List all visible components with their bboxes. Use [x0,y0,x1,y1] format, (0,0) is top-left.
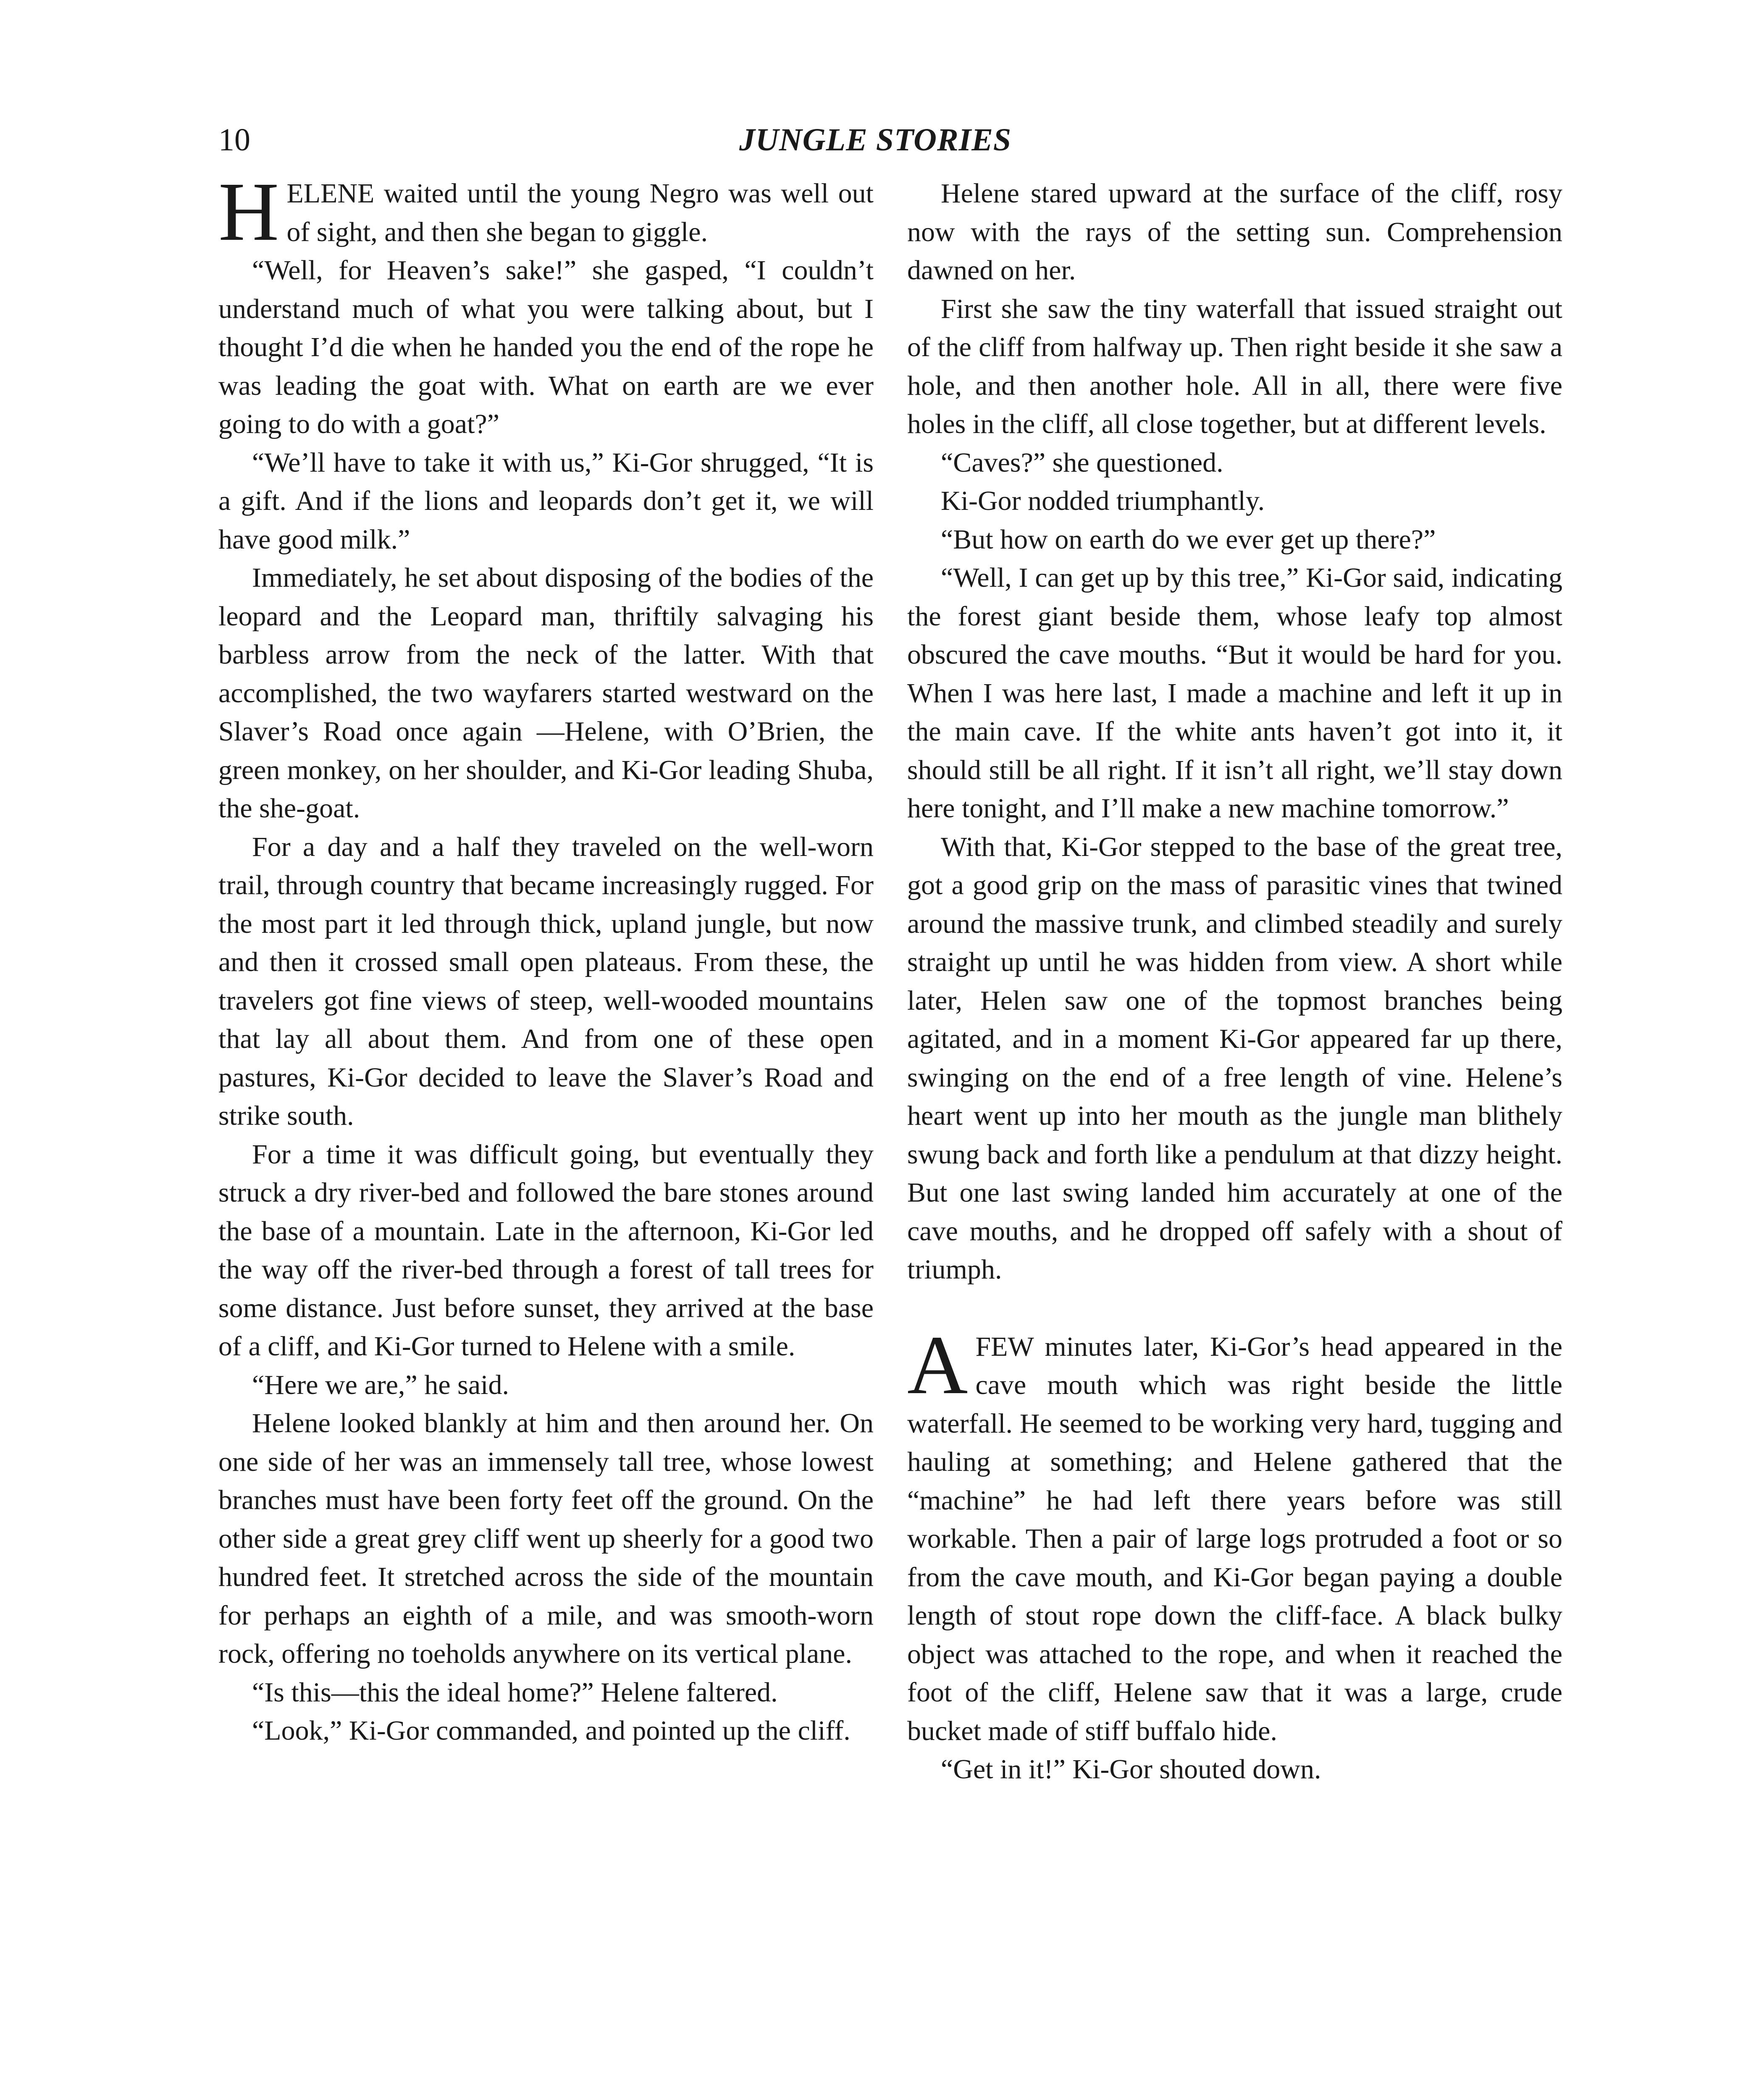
paragraph: “Look,” Ki-Gor commanded, and pointed up the cliff. [252,1715,850,1746]
paragraph: “But how on earth do we ever get up there?” [941,524,1436,555]
drop-cap: A [907,1318,968,1412]
paragraph: “Well, for Heaven’s sake!” she gasped, “I couldn’t understand much of what you were talking about, but I thought I’d die when he handed you the end of the rope he was leading the goat with. What on earth are we ever going to do with a goat?” [218,255,874,439]
opening-text: ELENE waited until the young Negro was well out of sight, and then she began to giggle. [286,178,874,247]
left-column [218,165,874,1750]
paragraph: Immediately, he set about disposing of the bodies of the leopard and the Leopard man, thriftily salvaging his barbless arrow from the neck of the latter. With that accomplished, the two wayfarers started westward on the Slaver’s Road once again —Helene, with O’Brien, the green monkey, on her shoulder, and Ki-Gor leading Shuba, the she-goat. [218,562,874,824]
paragraph: “Caves?” she questioned. [941,447,1223,478]
paragraph: “Well, I can get up by this tree,” Ki-Gor said, indicating the forest giant beside them, whose leafy top almost obscured the cave mouths. “But it would be hard for you. When I was here last, I made a machine and left it up in the main cave. If the white ants haven’t got into it, it should still be all right. If it isn’t all right, we’ll stay down here tonight, and I’ll make a new machine tomorrow.” [907,562,1562,824]
page-number: 10 [218,122,250,158]
right-column [907,174,1562,1789]
section-opening-paragraph [907,1318,1562,1751]
paragraph: With that, Ki-Gor stepped to the base of the great tree, got a good grip on the mass of parasitic vines that twined around the massive trunk, and climbed steadily and surely straight up until he was hidden from view. A short while later, Helen saw one of the topmost branches being agitated, and in a moment Ki-Gor appeared far up there, swinging on the end of a free length of vine. Helene’s heart went up into her mouth as the jungle man blithely swung back and forth like a pendulum at that dizzy height. But one last swing landed him accurately at one of the cave mouths, and he dropped off safely with a shout of triumph. [907,831,1562,1285]
paragraph: Helene stared upward at the surface of the cliff, rosy now with the rays of the setting sun. Comprehension dawned on her. [907,178,1562,286]
running-head: JUNGLE STORIES [739,122,1012,158]
drop-cap: H [218,165,279,258]
section-opening-text: FEW minutes later, Ki-Gor’s head appeared in the cave mouth which was right beside the little waterfall. He seemed to be working very hard, tugging and hauling at something; and Helene gathered that the “machine” he had left there years before was still workable. Then a pair of large logs protruded a foot or so from the cave mouth, and Ki-Gor began paying a double length of stout rope down the cliff-face. A black bulky object was attached to the rope, and when it reached the foot of the cliff, Helene saw that it was a large, crude bucket made of stiff buffalo hide. [907,1331,1562,1746]
paragraph: “Get in it!” Ki-Gor shouted down. [941,1754,1321,1785]
story-opening-paragraph [218,165,874,258]
paragraph: “Is this—this the ideal home?” Helene faltered. [252,1677,778,1708]
paragraph: Helene looked blankly at him and then around her. On one side of her was an immensely tall tree, whose lowest branches must have been forty feet off the ground. On the other side a great grey cliff went up sheerly for a good two hundred feet. It stretched across the side of the mountain for perhaps an eighth of a mile, and was smooth-worn rock, offering no toeholds anywhere on its vertical plane. [218,1408,874,1669]
paragraph: For a day and a half they traveled on the well-worn trail, through country that became increasingly rugged. For the most part it led through thick, upland jungle, but now and then it crossed small open plateaus. From these, the travelers got fine views of steep, well-wooded mountains that lay all about them. And from one of these open pastures, Ki-Gor decided to leave the Slaver’s Road and strike south. [218,831,874,1131]
paragraph: “Here we are,” he said. [252,1369,509,1400]
paragraph: Ki-Gor nodded triumphantly. [941,486,1265,516]
paragraph: “We’ll have to take it with us,” Ki-Gor shrugged, “It is a gift. And if the lions and leopards don’t get it, we will have good milk.” [218,447,874,555]
paragraph: First she saw the tiny waterfall that issued straight out of the cliff from halfway up. Then right beside it she saw a hole, and then another hole. All in all, there were five holes in the cliff, all close together, but at different levels. [907,293,1562,439]
paragraph: For a time it was difficult going, but eventually they struck a dry river-bed and followed the bare stones around the base of a mountain. Late in the afternoon, Ki-Gor led the way off the river-bed through a forest of tall trees for some distance. Just before sunset, they arrived at the base of a cliff, and Ki-Gor turned to Helene with a smile. [218,1139,874,1362]
